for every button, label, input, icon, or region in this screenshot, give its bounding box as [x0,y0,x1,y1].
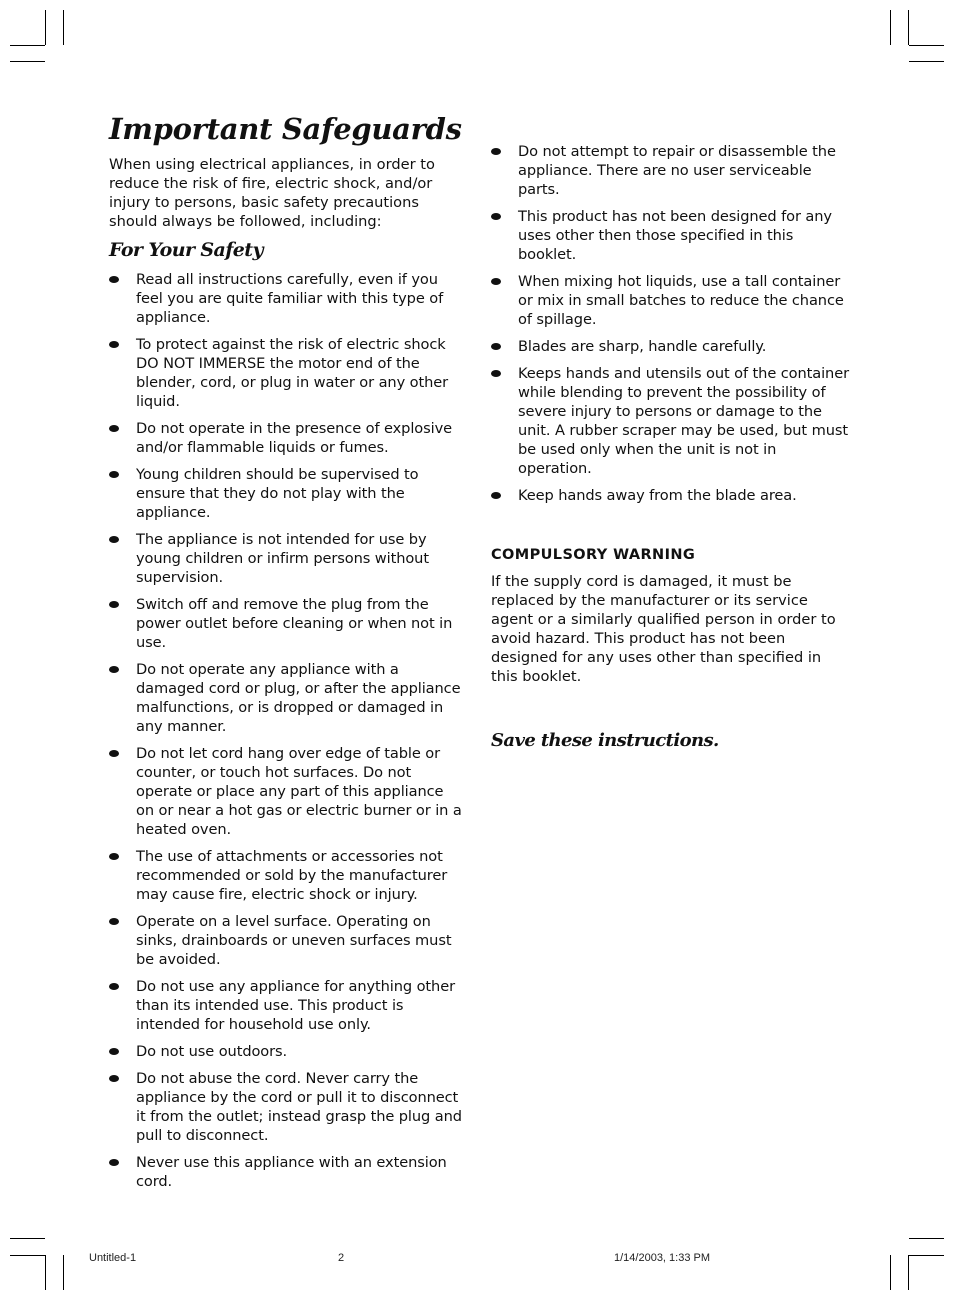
closing-note: Save these instructions. [491,730,719,751]
safety-list-continued [491,142,851,505]
list-item [109,530,465,587]
bullet-icon [109,425,119,432]
list-item [109,744,465,839]
list-item-text: Blades are sharp, handle carefully. [518,338,767,355]
list-item [109,335,465,411]
bullet-icon [491,148,501,155]
list-item [109,270,465,327]
right-column [491,142,851,751]
intro-paragraph: When using electrical appliances, in order to reduce the risk of fire, electric shock, and/or injury to persons, basic safety precautions should always be followed, including: [109,156,435,230]
list-item [109,419,465,457]
list-item-text: Operate on a level surface. Operating on sinks, drainboards or uneven surfaces must be avoided. [136,913,452,968]
warning-paragraph: If the supply cord is damaged, it must be replaced by the manufacturer or its service agent or a similarly qualified person in order to avoid hazard. This product has not been designed for any uses other than specified in this booklet. [491,573,836,685]
list-item-text: Switch off and remove the plug from the power outlet before cleaning or when not in use. [136,596,453,651]
list-item-text: Never use this appliance with an extension cord. [136,1154,447,1190]
list-item-text: When mixing hot liquids, use a tall container or mix in small batches to reduce the chance of spillage. [518,273,844,328]
bullet-icon [109,536,119,543]
list-item-text: This product has not been designed for any uses other then those specified in this booklet. [518,208,832,263]
footer-filename: Untitled-1 [89,1252,137,1264]
list-item-text: Do not operate in the presence of explosive and/or flammable liquids or fumes. [136,420,453,456]
list-item-text: Keeps hands and utensils out of the container while blending to prevent the possibility of severe injury to persons or damage to the unit. A rubber scraper may be used, but must be used only when the unit is not in operation. [518,365,849,477]
footer-page-number: 2 [338,1252,345,1264]
bullet-icon [109,666,119,673]
bullet-icon [109,1075,119,1082]
bullet-icon [109,341,119,348]
list-item [109,1069,465,1145]
section-heading: For Your Safety [109,239,263,261]
list-item [109,595,465,652]
list-item [109,1042,465,1061]
list-item [491,207,851,264]
list-item-text: The use of attachments or accessories not recommended or sold by the manufacturer may cause fire, electric shock or injury. [136,848,448,903]
list-item-text: Do not attempt to repair or disassemble the appliance. There are no user serviceable parts. [518,143,836,198]
list-item-text: Keep hands away from the blade area. [518,487,797,504]
list-item [491,272,851,329]
page-title: Important Safeguards [109,112,462,146]
list-item [491,364,851,478]
list-item [109,977,465,1034]
bullet-icon [491,492,501,499]
list-item [109,847,465,904]
list-item [491,486,851,505]
bullet-icon [109,918,119,925]
bullet-icon [109,750,119,757]
list-item [109,465,465,522]
list-item-text: Young children should be supervised to ensure that they do not play with the appliance. [136,466,419,521]
list-item [109,660,465,736]
footer-timestamp: 1/14/2003, 1:33 PM [614,1252,711,1264]
list-item [491,142,851,199]
bullet-icon [109,983,119,990]
list-item-text: Do not let cord hang over edge of table or counter, or touch hot surfaces. Do not operate or place any part of this appliance on or near a hot gas or electric burner or in a heated oven. [136,745,462,838]
bullet-icon [491,213,501,220]
bullet-icon [109,471,119,478]
bullet-icon [491,278,501,285]
bullet-icon [109,1159,119,1166]
list-item [109,1153,465,1191]
list-item [491,337,851,356]
list-item-text: Read all instructions carefully, even if you feel you are quite familiar with this type of appliance. [136,271,444,326]
bullet-icon [491,343,501,350]
left-column [109,112,465,1199]
bullet-icon [109,1048,119,1055]
bullet-icon [109,601,119,608]
bullet-icon [109,853,119,860]
bullet-icon [491,370,501,377]
safety-list [109,270,465,1191]
list-item-text: Do not use any appliance for anything other than its intended use. This product is intended for household use only. [136,978,455,1033]
list-item-text: Do not operate any appliance with a damaged cord or plug, or after the appliance malfunctions, or is dropped or damaged in any manner. [136,661,461,735]
list-item-text: To protect against the risk of electric shock DO NOT IMMERSE the motor end of the blender, cord, or plug in water or any other liquid. [136,336,449,410]
list-item-text: Do not abuse the cord. Never carry the appliance by the cord or pull it to disconnect it from the outlet; instead grasp the plug and pull to disconnect. [136,1070,462,1144]
warning-heading: COMPULSORY WARNING [491,547,696,563]
list-item-text: Do not use outdoors. [136,1043,288,1060]
bullet-icon [109,276,119,283]
list-item [109,912,465,969]
list-item-text: The appliance is not intended for use by young children or infirm persons without supervision. [136,531,429,586]
